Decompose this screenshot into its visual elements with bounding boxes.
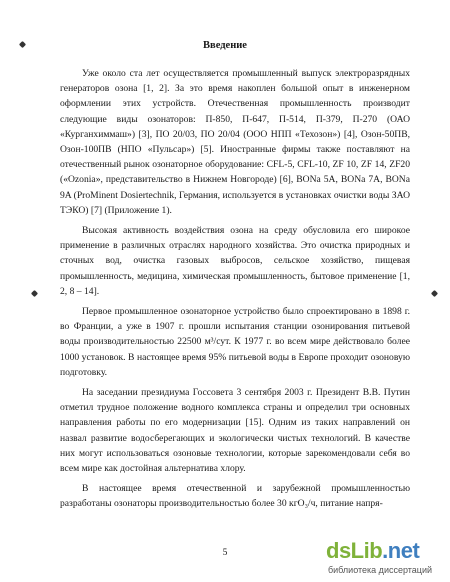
margin-mark-right xyxy=(431,290,438,297)
margin-mark-middle xyxy=(31,290,38,297)
body-text xyxy=(60,66,410,517)
paragraph-4: На заседании президиума Госсовета 3 сентября 2003 г. Президент В.В. Путин отметил трудное положение водного комплекса страны и определил три основных направления работы по его модернизации [15]. Одним из таких направлений он назвал развитие водосберегающих и экологически чистых технологий. В качестве них могут использоваться озоновые технологии, которые зарекомендовали себя во всем мире как достойная альтернатива хлору. xyxy=(60,387,410,475)
watermark-logo xyxy=(326,538,419,564)
paragraph-2: Высокая активность воздействия озона на среду обусловила его широкое применение в различных отраслях народного хозяйства. Это очистка природных и сточных вод, очистка газовых выбросов, сельское хозяйство, пищевая промышленность, медицина, химическая промышленность, бытовое применение [1, 2, 8 – 14]. xyxy=(60,225,410,297)
paragraph-5: В настоящее время отечественной и зарубежной промышленностью разработаны озонаторы производительностью более 30 кгО₃/ч, питание напря- xyxy=(60,483,410,510)
watermark-logo-main: dsLib xyxy=(326,538,383,563)
site-watermark xyxy=(326,538,444,578)
paragraph-1: Уже около ста лет осуществляется промышленный выпуск электроразрядных генераторов озона [1, 2]. За это время накоплен большой опыт в инженерном оформлении этих устройств. Отечественная промышленность производит следующие виды озонаторов: П-850, П-647, П-514, П-379, П-270 (ОАО «Курганхиммаш») [3], ПО 20/03, ПО 20/04 (ООО НПП «Техозон») [4], Озон-50ПВ, Озон-100ПВ (НПО «Пульсар») [5]. Иностранные фирмы также поставляют на отечественный рынок озонаторное оборудование: CFL-5, CFL-10, ZF 10, ZF 14, ZF20 («Ozonia», представительство в Нижнем Новгороде) [6], BONa 5A, BONa 7A, BONa 9A (ProMinent Dosiertechnik, Германия, используется в установках очистки воды ЗАО ТЭКО) [7] (Приложение 1). xyxy=(60,68,410,216)
paragraph-3: Первое промышленное озонаторное устройство было спроектировано в 1898 г. во Франции, а уже в 1907 г. прошли испытания станции озонирования питьевой воды производительностью 22500 м³/сут. К 1977 г. во всем мире действовало более 1000 установок. В настоящее время 95% питьевой воды в Европе проходит озоновую подготовку. xyxy=(60,306,410,378)
page-number: 5 xyxy=(222,548,228,558)
section-heading: Введение xyxy=(203,40,247,51)
watermark-logo-domain: .net xyxy=(382,538,420,563)
watermark-subtitle: библиотека диссертаций xyxy=(328,565,433,575)
